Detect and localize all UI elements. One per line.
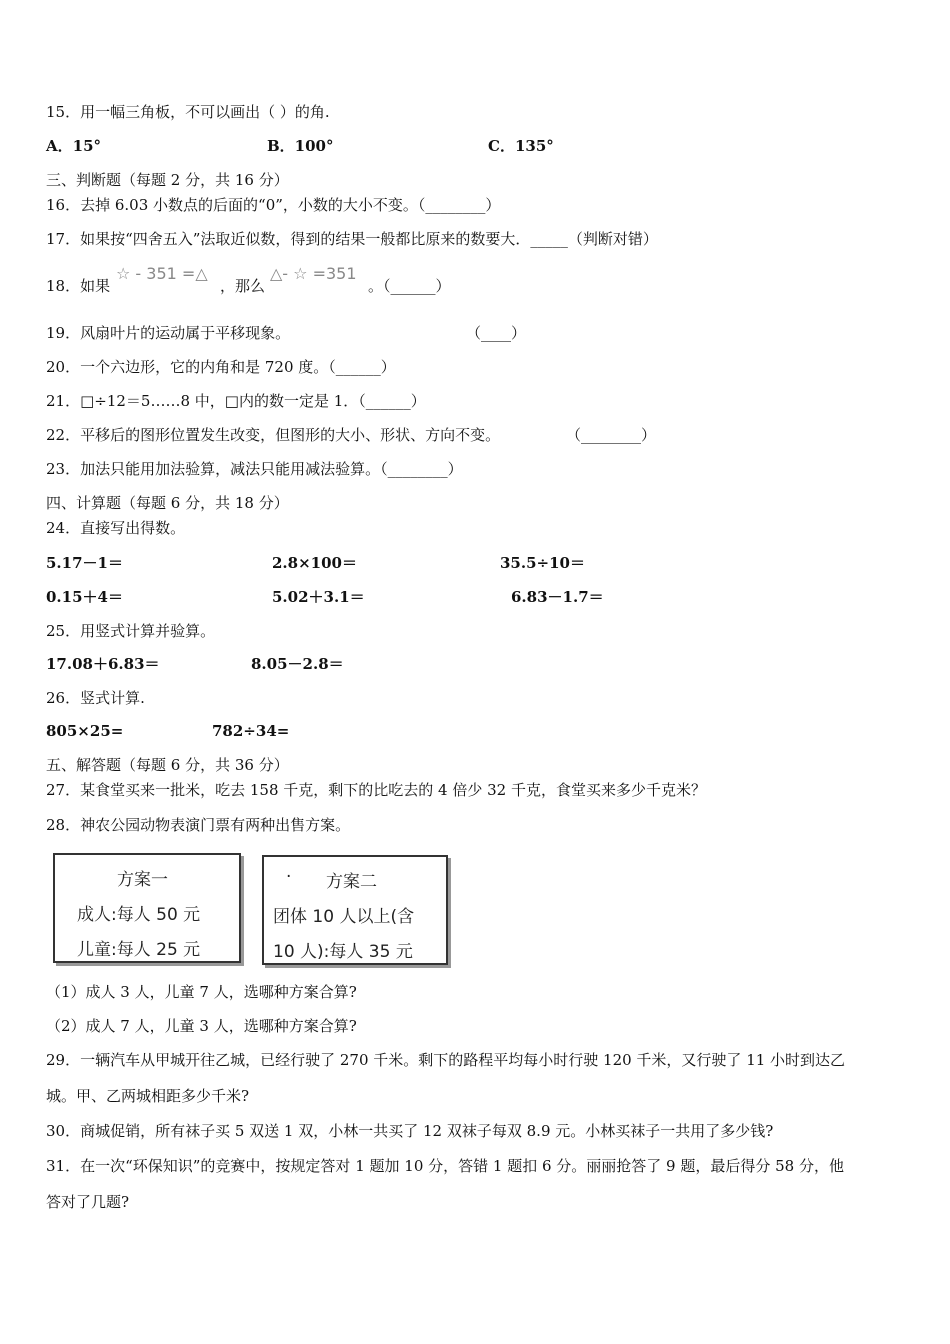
q28-text: 28．神农公园动物表演门票有两种出售方案。 — [46, 816, 351, 834]
q31-line-1: 31．在一次“环保知识”的竞赛中，按规定答对 1 题加 10 分，答错 1 题扣 6 分。丽丽抢答了 9 题，最后得分 58 分，他 — [46, 1157, 844, 1175]
q28-sub-1: （1）成人 3 人，儿童 7 人，选哪种方案合算? — [46, 983, 357, 1001]
q22-blank: （________） — [566, 426, 657, 444]
q22-text: 22．平移后的图形位置发生改变，但图形的大小、形状、方向不变。 — [46, 426, 501, 444]
q30-text: 30．商城促销，所有袜子买 5 双送 1 双，小林一共买了 12 双袜子每双 8.9 元。小林买袜子一共用了多少钱? — [46, 1122, 774, 1140]
q29-line-2: 城。甲、乙两城相距多少千米? — [46, 1087, 250, 1105]
q25-text: 25．用竖式计算并验算。 — [46, 622, 216, 640]
plan-two-title: 方案二 — [326, 872, 377, 892]
q18-suffix: 。（______） — [368, 277, 451, 295]
plan-one-line-1: 成人:每人 50 元 — [77, 905, 201, 925]
q15-option-a: A．15° — [46, 137, 102, 155]
q31-line-2: 答对了几题? — [46, 1193, 130, 1211]
q15-text: 15．用一幅三角板，不可以画出（ ）的角. — [46, 103, 330, 121]
section-5-heading: 五、解答题（每题 6 分，共 36 分） — [46, 756, 289, 774]
plan-one-box — [53, 853, 241, 963]
q25-item: 17.08＋6.83＝ — [46, 655, 160, 673]
q19-blank: （____） — [466, 324, 527, 342]
q25-item: 8.05－2.8＝ — [251, 655, 344, 673]
q24-item: 6.83－1.7＝ — [511, 588, 604, 606]
q15-option-c: C．135° — [488, 137, 554, 155]
plan-two-dot: · — [286, 867, 292, 887]
plan-two-line-1: 团体 10 人以上(含 — [273, 907, 415, 927]
plan-one-line-2: 儿童:每人 25 元 — [77, 940, 201, 960]
q26-text: 26．竖式计算. — [46, 689, 145, 707]
q16-text: 16．去掉 6.03 小数点的后面的“0”，小数的大小不变。（________） — [46, 196, 501, 214]
q18-prefix: 18．如果 — [46, 277, 111, 295]
q18-expression-1: ☆ - 351 =△ — [116, 264, 208, 283]
q29-line-1: 29．一辆汽车从甲城开往乙城，已经行驶了 270 千米。剩下的路程平均每小时行驶 120 千米，又行驶了 11 小时到达乙 — [46, 1051, 846, 1069]
q15-option-b: B．100° — [267, 137, 334, 155]
section-3-heading: 三、判断题（每题 2 分，共 16 分） — [46, 171, 289, 189]
q26-item: 782÷34= — [212, 722, 290, 740]
q20-text: 20．一个六边形，它的内角和是 720 度。（______） — [46, 358, 396, 376]
plan-two-line-2: 10 人):每人 35 元 — [273, 942, 413, 962]
q24-item: 35.5÷10＝ — [500, 554, 585, 572]
q19-text: 19．风扇叶片的运动属于平移现象。 — [46, 324, 291, 342]
q24-item: 2.8×100＝ — [272, 554, 357, 572]
q28-sub-2: （2）成人 7 人，儿童 3 人，选哪种方案合算? — [46, 1017, 357, 1035]
q24-text: 24．直接写出得数。 — [46, 519, 186, 537]
q26-item: 805×25= — [46, 722, 124, 740]
plan-two-box — [262, 855, 448, 965]
q24-item: 5.17－1＝ — [46, 554, 123, 572]
section-4-heading: 四、计算题（每题 6 分，共 18 分） — [46, 494, 289, 512]
q17-text: 17．如果按“四舍五入”法取近似数，得到的结果一般都比原来的数要大．_____（判断对错） — [46, 230, 658, 248]
q21-text: 21．□÷12＝5……8 中，□内的数一定是 1．（______） — [46, 392, 426, 410]
q24-item: 0.15＋4＝ — [46, 588, 123, 606]
q18-expression-2: △- ☆ =351 — [270, 264, 357, 283]
q23-text: 23．加法只能用加法验算，减法只能用减法验算。（________） — [46, 460, 463, 478]
q24-item: 5.02＋3.1＝ — [272, 588, 365, 606]
q18-middle: ，那么 — [220, 277, 266, 295]
plan-one-title: 方案一 — [117, 870, 168, 890]
q27-text: 27．某食堂买来一批米，吃去 158 千克，剩下的比吃去的 4 倍少 32 千克，食堂买来多少千克米？ — [46, 781, 706, 799]
